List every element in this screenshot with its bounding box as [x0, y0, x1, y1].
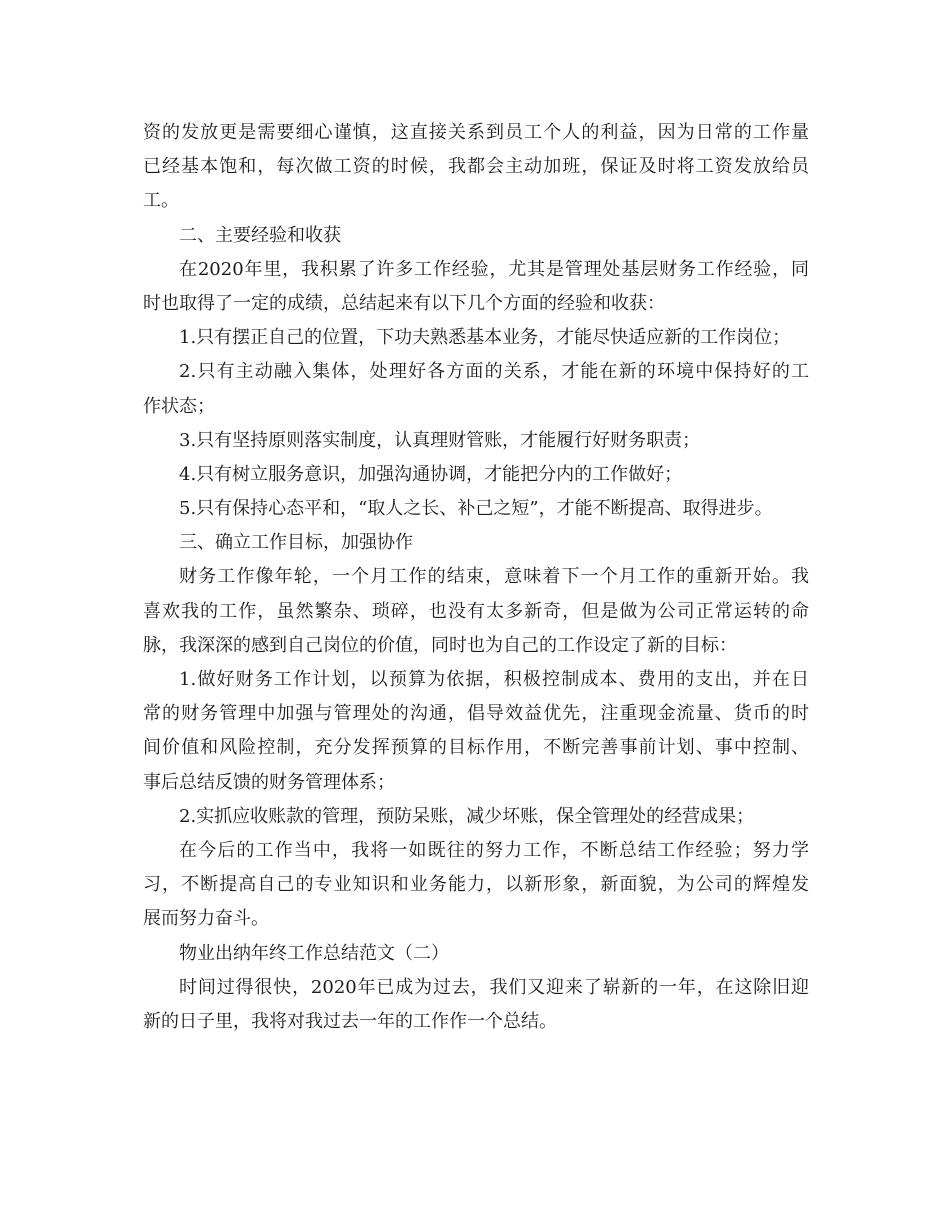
list-item: 2.实抓应收账款的管理，预防呆账，减少坏账，保全管理处的经营成果； — [179, 805, 755, 827]
section-heading: 三、确立工作目标，加强协作 — [179, 532, 413, 554]
list-item: 1.只有摆正自己的位置，下功夫熟悉基本业务，才能尽快适应新的工作岗位； — [179, 327, 791, 349]
list-item: 2.只有主动融入集体，处理好各方面的关系，才能在新的环境中保持好的工 — [179, 361, 809, 383]
paragraph-line: 工。 — [143, 190, 179, 212]
list-item: 4.只有树立服务意识，加强沟通协调，才能把分内的工作做好； — [179, 463, 683, 485]
document-body — [143, 116, 809, 1039]
paragraph-line: 财务工作像年轮，一个月工作的结束，意味着下一个月工作的重新开始。我 — [179, 566, 809, 588]
paragraph-line: 脉，我深深的感到自己岗位的价值，同时也为自己的工作设定了新的目标： — [143, 634, 737, 656]
paragraph-line: 已经基本饱和，每次做工资的时候，我都会主动加班，保证及时将工资发放给员 — [143, 156, 809, 178]
list-item-continuation: 间价值和风险控制，充分发挥预算的目标作用，不断完善事前计划、事中控制、 — [143, 737, 809, 759]
list-item-continuation: 作状态； — [143, 395, 215, 417]
list-item: 1.做好财务工作计划，以预算为依据，积极控制成本、费用的支出，并在日 — [179, 669, 809, 690]
paragraph-line: 新的日子里，我将对我过去一年的工作作一个总结。 — [143, 1010, 557, 1032]
section-heading: 二、主要经验和收获 — [179, 224, 341, 246]
article-title: 物业出纳年终工作总结范文（二） — [179, 942, 449, 964]
paragraph-line: 时间过得很快，2020年已成为过去，我们又迎来了崭新的一年，在这除旧迎 — [179, 976, 809, 998]
paragraph-line: 时也取得了一定的成绩，总结起来有以下几个方面的经验和收获： — [143, 292, 665, 314]
paragraph-line: 在今后的工作当中，我将一如既往的努力工作，不断总结工作经验；努力学 — [179, 839, 809, 861]
list-item-continuation: 事后总结反馈的财务管理体系； — [143, 771, 395, 793]
paragraph-line: 资的发放更是需要细心谨慎，这直接关系到员工个人的利益，因为日常的工作量 — [143, 122, 809, 143]
list-item-continuation: 常的财务管理中加强与管理处的沟通，倡导效益优先，注重现金流量、货币的时 — [143, 703, 809, 725]
paragraph-line: 展而努力奋斗。 — [143, 908, 269, 930]
list-item: 3.只有坚持原则落实制度，认真理财管账，才能履行好财务职责； — [179, 429, 701, 451]
list-item: 5.只有保持心态平和，“取人之长、补己之短”，才能不断提高、取得进步。 — [179, 498, 773, 520]
paragraph-line: 习，不断提高自己的专业知识和业务能力，以新形象，新面貌，为公司的辉煌发 — [143, 874, 809, 896]
paragraph-line: 在2020年里，我积累了许多工作经验，尤其是管理处基层财务工作经验，同 — [179, 258, 809, 280]
paragraph-line: 喜欢我的工作，虽然繁杂、琐碎，也没有太多新奇，但是做为公司正常运转的命 — [143, 600, 809, 622]
